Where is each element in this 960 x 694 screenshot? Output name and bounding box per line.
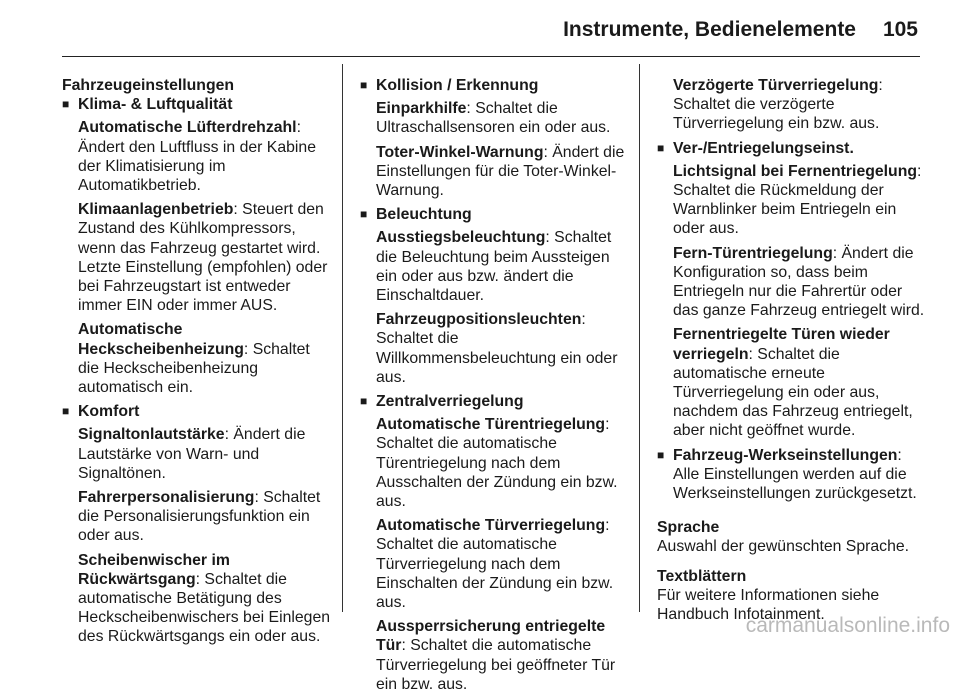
page-header [62,18,920,48]
bullet-mark: ■ [360,394,368,409]
list-item: Einparkhilfe: Schaltet die Ultraschallsensoren ein oder aus. [376,100,611,137]
column-divider-2 [639,64,640,612]
watermark: carmanualsonline.info [745,614,950,637]
bullet-mark: ■ [360,207,368,222]
list-item: Verzögerte Türverriegelung: Schaltet die verzögerte Türverriegelung ein bzw. aus. [673,77,883,133]
list-item: Automatische Lüfterdrehzahl: Ändert den Luftfluss in der Kabine der Klimatisierung im Automatikbetrieb. [78,119,316,195]
column-1 [62,76,332,646]
list-item: Signaltonlautstärke: Ändert die Lautstärke von Warn- und Signaltönen. [78,426,306,482]
section-text-language: Auswahl der gewünschten Sprache. [657,538,910,556]
column-2 [360,76,630,693]
page-title: Instrumente, Bedienelemente [563,18,856,41]
bullet-mark: ■ [360,78,368,92]
column-3 [657,76,927,624]
list-item: Fahrzeugpositionsleuchten: Schaltet die Willkommensbeleuchtung ein oder aus. [376,311,618,386]
bullet-heading: Klima- & Luftqualität [78,96,233,114]
section-language [657,518,927,556]
bullet-central-locking [360,392,630,694]
bullet-lock-settings [657,139,927,441]
list-item: Aussperrsicherung entriegelte Tür: Schaltet die automatische Türverriegelung bei geöffneter Tür ein bzw. aus. [376,618,616,693]
header-rule [62,56,920,57]
bullet-mark: ■ [62,97,70,112]
list-item: Toter-Winkel-Warnung: Ändert die Einstellungen für die Toter-Winkel-Warnung. [376,143,625,200]
page-number: 105 [882,18,918,41]
bullet-comfort [62,402,332,646]
bullet-heading: Zentralverriegelung [376,393,524,411]
list-item: Scheibenwischer im Rückwärtsgang: Schaltet die automatische Betätigung des Heckscheibenwischers bei Einlegen des Rückwärtsgangs ein oder aus. [78,551,331,646]
bullet-heading: Ver-/Entriegelungseinst. [673,139,854,157]
section-heading-scrolling: Textblättern [657,567,747,585]
section-heading-vehicle-settings: Fahrzeugeinstellungen [62,77,235,94]
bullet-collision [360,76,630,200]
bullet-mark: ■ [62,404,70,419]
list-item: Ausstiegsbeleuchtung: Schaltet die Beleuchtung beim Aussteigen ein oder aus bzw. ändert die Einschaltdauer. [376,229,612,305]
bullet-factory-reset [657,446,927,504]
bullet-lighting [360,205,630,387]
list-item: Fernentriegelte Türen wieder verriegeln: Schaltet die automatische erneute Türverriegelung ein oder aus, nachdem das Fahrzeug entriegelt, aber nicht geöffnet wurde. [673,326,913,440]
list-item: Lichtsignal bei Fernentriegelung: Schaltet die Rückmeldung der Warnblinker beim Entriegeln ein oder aus. [673,162,922,238]
bullet-heading: Kollision / Erkennung [376,77,539,94]
list-item: Automatische Türverriegelung: Schaltet die automatische Türverriegelung nach dem Einschalten der Zündung ein bzw. aus. [376,517,614,612]
bullet-climate [62,95,332,397]
bullet-heading: Beleuchtung [376,206,472,224]
list-item: Fahrerpersonalisierung: Schaltet die Personalisierungsfunktion ein oder aus. [78,489,321,545]
list-item: Klimaanlagenbetrieb: Steuert den Zustand des Kühlkompressors, wenn das Fahrzeug gestartet wird. Letzte Einstellung (empfohlen) oder bei Fahrzeugstart ist entweder immer EIN oder immer AUS. [78,201,328,315]
bullet-mark: ■ [657,447,665,462]
bullet-mark: ■ [657,140,665,155]
bullet-heading: Komfort [78,403,140,421]
list-item: Fern-Türentriegelung: Ändert die Konfiguration so, dass beim Entriegeln nur die Fahrertür oder das ganze Fahrzeug entriegelt wird. [673,244,925,320]
bullet-continued [657,76,927,134]
column-divider-1 [342,64,343,612]
list-item: Automatische Türentriegelung: Schaltet die automatische Türentriegelung nach dem Ausschalten der Zündung ein bzw. aus. [376,416,618,511]
section-text-scrolling: Für weitere Informationen siehe Handbuch Infotainment. [657,586,880,624]
list-item: Fahrzeug-Werkseinstellungen: Alle Einstellungen werden auf die Werkseinstellungen zurückgesetzt. [673,446,917,503]
section-heading-language: Sprache [657,519,720,537]
list-item: Automatische Heckscheibenheizung: Schaltet die Heckscheibenheizung automatisch ein. [78,321,310,397]
